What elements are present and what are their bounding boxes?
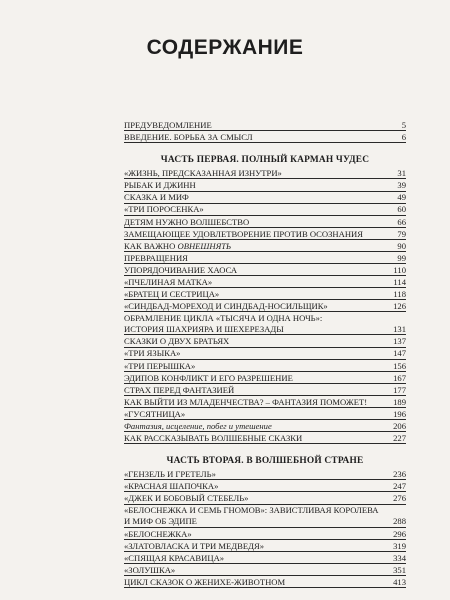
toc-entry[interactable] xyxy=(124,241,406,252)
toc-list xyxy=(124,120,406,589)
toc-entry-page: 288 xyxy=(393,516,406,527)
toc-entry[interactable] xyxy=(124,481,406,492)
toc-entry[interactable] xyxy=(124,373,406,384)
toc-entry-page: 413 xyxy=(393,576,406,587)
toc-entry-page: 247 xyxy=(393,481,406,492)
toc-entry-title: РЫБАК И ДЖИНН xyxy=(124,180,196,191)
toc-entry[interactable] xyxy=(124,409,406,420)
toc-entry-page: 39 xyxy=(397,180,406,191)
toc-entry-title-italic: ОВНЕШНЯТЬ xyxy=(177,240,232,251)
toc-entry-page: 31 xyxy=(397,168,406,179)
toc-entry-page: 334 xyxy=(393,552,406,563)
toc-entry-title: «КРАСНАЯ ШАПОЧКА» xyxy=(124,481,219,492)
toc-entry-page: 167 xyxy=(393,372,406,383)
toc-entry-title: ОБРАМЛЕНИЕ ЦИКЛА «ТЫСЯЧА И ОДНА НОЧЬ»: xyxy=(124,313,323,324)
toc-entry-page: 118 xyxy=(393,289,406,300)
toc-entry[interactable] xyxy=(124,493,406,504)
toc-entry[interactable] xyxy=(124,336,406,347)
toc-entry[interactable] xyxy=(124,192,406,203)
toc-entry[interactable] xyxy=(124,505,406,515)
toc-entry-title: «ГУСЯТНИЦА» xyxy=(124,408,186,419)
toc-entry[interactable] xyxy=(124,313,406,323)
toc-entry-title: ЗАМЕЩАЮЩЕЕ УДОВЛЕТВОРЕНИЕ ПРОТИВ ОСОЗНАНИЯ xyxy=(124,228,363,239)
toc-entry[interactable] xyxy=(124,577,406,588)
toc-entry-title: И МИФ ОБ ЭДИПЕ xyxy=(124,516,197,527)
toc-entry[interactable] xyxy=(124,421,406,432)
toc-entry[interactable] xyxy=(124,516,406,527)
toc-entry-page: 5 xyxy=(401,119,406,130)
toc-entry-page: 79 xyxy=(397,228,406,239)
toc-entry-page: 276 xyxy=(393,493,406,504)
toc-entry-page: 351 xyxy=(393,564,406,575)
toc-entry[interactable] xyxy=(124,469,406,480)
toc-entry-page: 90 xyxy=(397,240,406,251)
toc-entry-title: Фантазия, исцеление, побег и утешение xyxy=(124,420,272,431)
toc-entry-page: 236 xyxy=(393,469,406,480)
toc-entry-page: 177 xyxy=(393,384,406,395)
toc-entry-title: «ЖИЗНЬ, ПРЕДСКАЗАННАЯ ИЗНУТРИ» xyxy=(124,168,282,179)
toc-entry[interactable] xyxy=(124,397,406,408)
part-two-heading: ЧАСТЬ ВТОРАЯ. В ВОЛШЕБНОЙ СТРАНЕ xyxy=(166,456,364,467)
toc-entry-title: «ТРИ ЯЗЫКА» xyxy=(124,348,181,359)
toc-entry-title: «БЕЛОСНЕЖКА И СЕМЬ ГНОМОВ»: ЗАВИСТЛИВАЯ КОРОЛЕВА xyxy=(124,505,379,516)
toc-entry-page: 114 xyxy=(393,276,406,287)
toc-entry[interactable] xyxy=(124,180,406,191)
toc-entry-page: 196 xyxy=(393,408,406,419)
toc-entry[interactable] xyxy=(124,529,406,540)
toc-entry-page: 147 xyxy=(393,348,406,359)
toc-entry-title: СКАЗКИ О ДВУХ БРАТЬЯХ xyxy=(124,336,230,347)
toc-entry-title: СТРАХ ПЕРЕД ФАНТАЗИЕЙ xyxy=(124,384,235,395)
toc-entry-title: ПРЕДУВЕДОМЛЕНИЕ xyxy=(124,119,212,130)
toc-entry-title: «БРАТЕЦ И СЕСТРИЦА» xyxy=(124,289,220,300)
toc-entry[interactable] xyxy=(124,205,406,216)
toc-entry-title: ЭДИПОВ КОНФЛИКТ И ЕГО РАЗРЕШЕНИЕ xyxy=(124,372,293,383)
toc-entry-title: ИСТОРИЯ ШАХРИЯРА И ШЕХЕРЕЗАДЫ xyxy=(124,324,284,335)
toc-entry-page: 99 xyxy=(397,252,406,263)
toc-entry[interactable] xyxy=(124,301,406,312)
toc-entry-page: 6 xyxy=(401,132,406,143)
toc-entry-title: ДЕТЯМ НУЖНО ВОЛШЕБСТВО xyxy=(124,216,250,227)
toc-entry[interactable] xyxy=(124,361,406,372)
toc-entry[interactable] xyxy=(124,348,406,359)
page-title: СОДЕРЖАНИЕ xyxy=(146,36,304,59)
toc-entry[interactable] xyxy=(124,229,406,240)
toc-entry[interactable] xyxy=(124,253,406,264)
toc-entry-title: «СПЯЩАЯ КРАСАВИЦА» xyxy=(124,552,225,563)
toc-entry-page: 206 xyxy=(393,420,406,431)
toc-entry-title: «ГЕНЗЕЛЬ И ГРЕТЕЛЬ» xyxy=(124,469,216,480)
toc-entry-title: «БЕЛОСНЕЖКА» xyxy=(124,528,192,539)
toc-entry-page: 137 xyxy=(393,336,406,347)
toc-entry-title xyxy=(124,241,231,251)
toc-entry-title: ПРЕВРАЩЕНИЯ xyxy=(124,252,188,263)
toc-entry-title: КАК ВЫЙТИ ИЗ МЛАДЕНЧЕСТВА? – ФАНТАЗИЯ ПОМОЖЕТ! xyxy=(124,396,368,407)
toc-entry-title: «ДЖЕК И БОБОВЫЙ СТЕБЕЛЬ» xyxy=(124,493,249,504)
toc-entry-page: 66 xyxy=(397,216,406,227)
toc-entry-page: 110 xyxy=(393,264,406,275)
toc-entry-page: 227 xyxy=(393,432,406,443)
toc-entry[interactable] xyxy=(124,168,406,179)
toc-entry-page: 296 xyxy=(393,528,406,539)
toc-entry-title: КАК РАССКАЗЫВАТЬ ВОЛШЕБНЫЕ СКАЗКИ xyxy=(124,432,303,443)
toc-entry-page: 189 xyxy=(393,396,406,407)
toc-entry-title: «ТРИ ПЕРЫШКА» xyxy=(124,360,196,371)
toc-entry-page: 49 xyxy=(397,192,406,203)
toc-entry[interactable] xyxy=(124,265,406,276)
toc-entry-page: 319 xyxy=(393,540,406,551)
toc-entry[interactable] xyxy=(124,541,406,552)
toc-entry-title: УПОРЯДОЧИВАНИЕ ХАОСА xyxy=(124,264,238,275)
toc-entry-title: «ЗЛАТОВЛАСКА И ТРИ МЕДВЕДЯ» xyxy=(124,540,265,551)
toc-entry-title: ВВЕДЕНИЕ. БОРЬБА ЗА СМЫСЛ xyxy=(124,132,253,143)
toc-entry-page: 131 xyxy=(393,324,406,335)
toc-entry-title: СКАЗКА И МИФ xyxy=(124,192,189,203)
toc-entry-title: «ПЧЕЛИНАЯ МАТКА» xyxy=(124,276,213,287)
toc-entry-title: «ЗОЛУШКА» xyxy=(124,564,176,575)
toc-entry[interactable] xyxy=(124,324,406,335)
toc-entry[interactable] xyxy=(124,132,406,143)
toc-entry[interactable] xyxy=(124,217,406,228)
toc-entry[interactable] xyxy=(124,289,406,300)
toc-entry-title: «СИНДБАД-МОРЕХОД И СИНДБАД-НОСИЛЬЩИК» xyxy=(124,301,328,312)
toc-entry[interactable] xyxy=(124,120,406,131)
toc-entry[interactable] xyxy=(124,433,406,444)
toc-entry-title: «ТРИ ПОРОСЕНКА» xyxy=(124,204,204,215)
toc-entry-page: 126 xyxy=(393,301,406,312)
toc-entry[interactable] xyxy=(124,553,406,564)
toc-entry[interactable] xyxy=(124,277,406,288)
toc-entry-title-plain: КАК ВАЖНО xyxy=(124,240,178,251)
toc-entry[interactable] xyxy=(124,565,406,576)
toc-entry-page: 156 xyxy=(393,360,406,371)
toc-entry-page: 60 xyxy=(397,204,406,215)
toc-entry-title: ЦИКЛ СКАЗОК О ЖЕНИХЕ-ЖИВОТНОМ xyxy=(124,576,286,587)
toc-entry[interactable] xyxy=(124,385,406,396)
part-one-heading: ЧАСТЬ ПЕРВАЯ. ПОЛНЫЙ КАРМАН ЧУДЕС xyxy=(160,155,370,166)
